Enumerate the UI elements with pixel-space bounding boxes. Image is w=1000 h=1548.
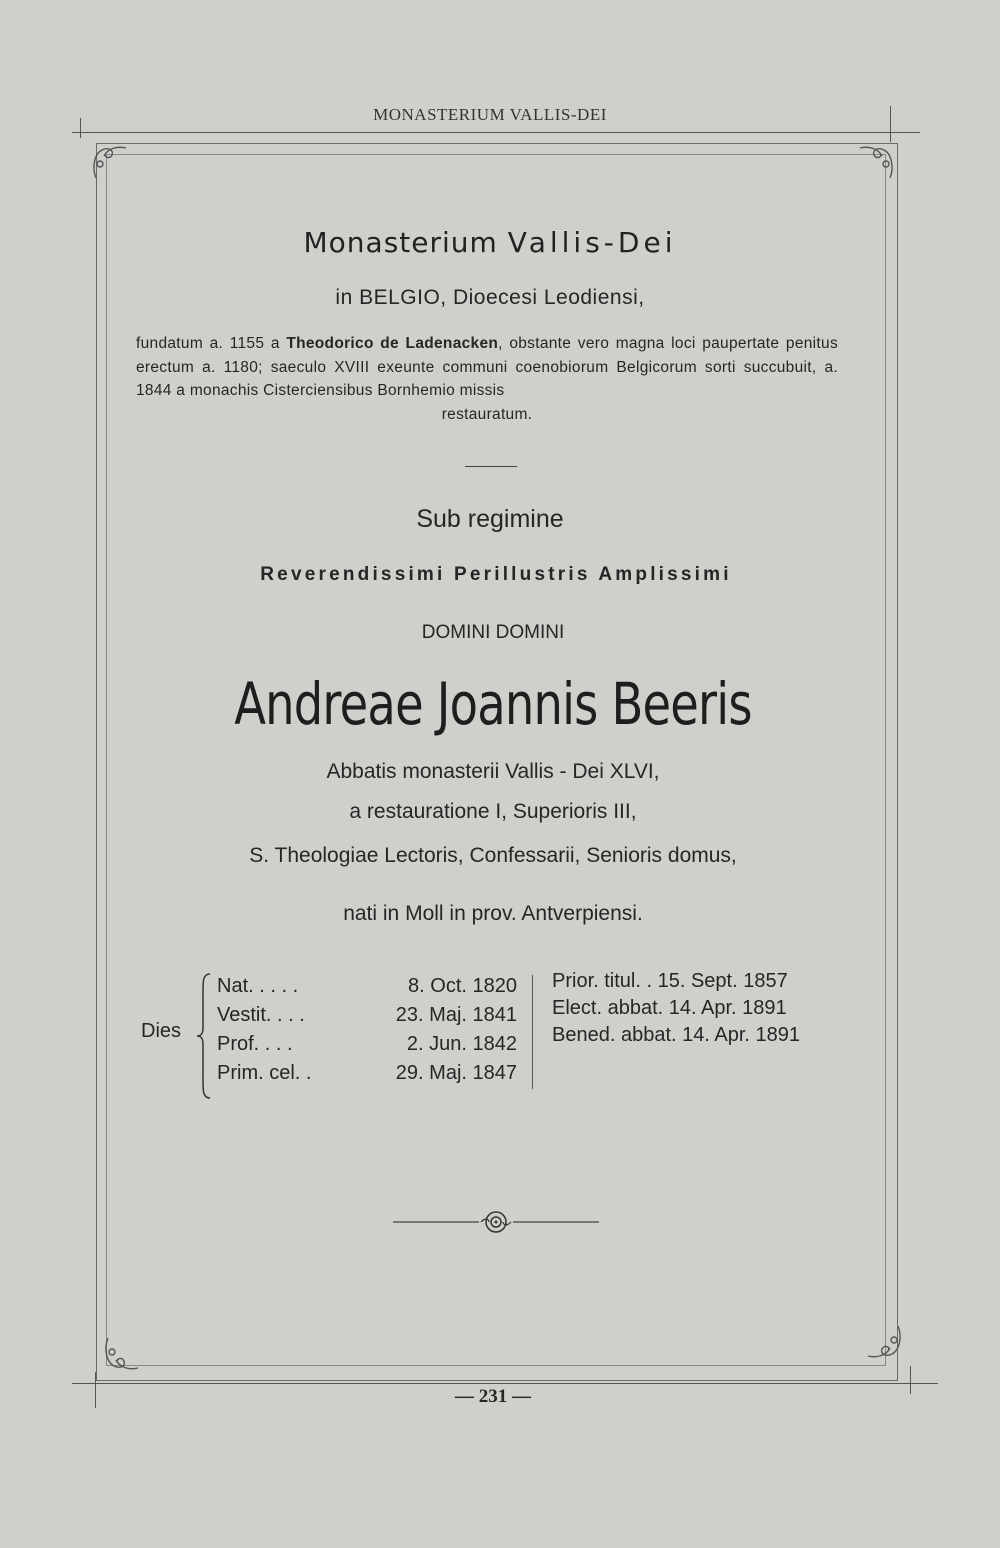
abbot-birthplace-line: nati in Moll in prov. Antverpiensi. [343,902,643,925]
foundation-text-last: restauratum. [441,405,533,423]
date-value: 8. Oct. 1820 [408,975,517,997]
dies-label: Dies [141,1020,182,1042]
title-part-2: Vallis-Dei [507,226,677,259]
corner-ornament-icon [100,1330,146,1376]
date-label: Prof. . . . [217,1033,293,1055]
footer-rule [72,1383,938,1384]
abbot-offices-line: S. Theologiae Lectoris, Confessarii, Senioris domus, [249,844,737,867]
abbatial-date-row: Bened. abbat. 14. Apr. 1891 [552,1024,800,1046]
founder-name: Theodorico de Ladenacken [286,335,499,352]
date-row [217,1001,517,1030]
dates-right-column [552,968,844,1049]
foundation-text-a: fundatum a. 1155 a [136,335,287,352]
foundation-paragraph [136,332,838,426]
date-row [217,1059,517,1088]
date-value: 23. Maj. 1841 [395,1004,517,1026]
abbot-name: Andreae Joannis Beeris [234,670,752,738]
date-value: 2. Jun. 1842 [406,1033,517,1055]
date-row [217,1030,517,1059]
diocese-subtitle: in BELGIO, Dioecesi Leodiensi, [335,286,645,309]
brace-icon [196,972,212,1100]
dates-left-column [217,972,517,1088]
header-rule-tick-right [890,106,891,142]
regimine-heading: Sub regimine [416,505,564,533]
date-value: 29. Maj. 1847 [395,1062,517,1084]
section-separator [465,466,517,467]
abbot-title-line: Abbatis monasterii Vallis - Dei XLVI, [326,760,660,783]
abbot-restoration-line: a restauratione I, Superioris III, [349,800,637,823]
abbatial-date-row: Prior. titul. . 15. Sept. 1857 [552,970,788,992]
honorific-line: Reverendissimi Perillustris Amplissimi [260,564,732,585]
corner-ornament-icon [852,140,898,186]
column-divider [532,975,533,1089]
abbatial-date-row: Elect. abbat. 14. Apr. 1891 [552,997,787,1019]
domini-line: DOMINI DOMINI [421,622,565,643]
header-rule-tick-left [80,118,81,138]
date-label: Vestit. . . . [217,1004,305,1026]
date-label: Prim. cel. . [217,1062,312,1084]
date-label: Nat. . . . . [217,975,299,997]
foundation-text-b: , obstante vero magna loci paupertate penitus erectum a. 1180; saeculo XVIII exeunte communi coenobiorum Belgicorum sorti succubuit, a. 1844 a monachis Cisterciensibus Bornhemio missis [136,335,838,399]
date-row [217,972,517,1001]
corner-ornament-icon [860,1318,906,1364]
page-number: — 231 — [455,1386,531,1407]
header-rule [72,132,920,133]
end-ornament-icon [393,1207,599,1237]
running-title: MONASTERIUM VALLIS-DEI [373,105,607,124]
title-part-1: Monasterium [303,226,498,259]
monastery-title [0,226,980,259]
corner-ornament-icon [88,140,134,186]
